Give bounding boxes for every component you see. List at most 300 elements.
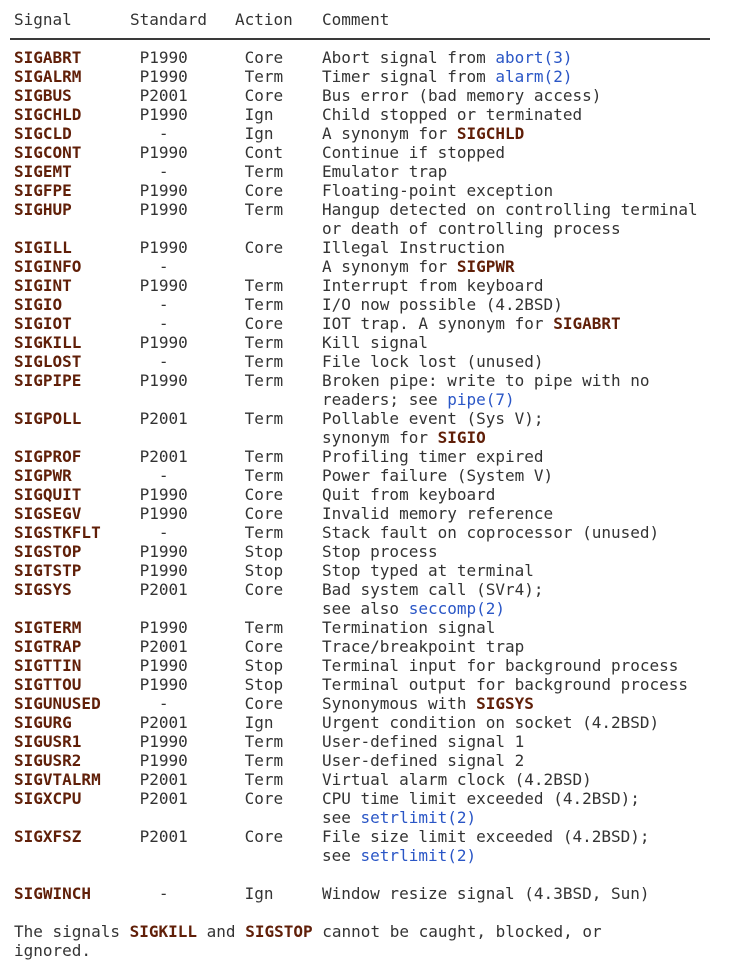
signal-name: SIGSTKFLT	[14, 523, 101, 542]
action-cell	[235, 542, 322, 561]
comment-cell	[322, 675, 731, 694]
comment-text: Hangup detected on controlling terminal	[322, 200, 698, 219]
comment-line	[322, 371, 731, 390]
standard-cell	[130, 276, 235, 295]
comment-line	[322, 409, 731, 428]
action-cell	[235, 333, 322, 352]
standard-value: P1990	[139, 656, 188, 675]
signal-name: SIGINT	[14, 276, 72, 295]
standard-value: P1990	[139, 276, 188, 295]
action-cell	[235, 105, 322, 124]
comment-line	[322, 428, 731, 447]
comment-cell	[322, 580, 731, 618]
action-value: Core	[244, 637, 284, 656]
comment-cell	[322, 48, 731, 67]
action-value: Cont	[244, 143, 284, 162]
action-cell	[235, 789, 322, 808]
table-row	[14, 105, 731, 124]
action-value: Term	[244, 200, 284, 219]
comment-text: Virtual alarm clock (4.2BSD)	[322, 770, 592, 789]
signal-name: SIGSYS	[14, 580, 72, 599]
table-header	[14, 10, 731, 29]
table-row	[14, 162, 731, 181]
action-cell	[235, 447, 322, 466]
standard-value: P1990	[139, 67, 188, 86]
comment-text: Abort signal from	[322, 48, 496, 67]
comment-cell	[322, 295, 731, 314]
comment-text: Synonymous with	[322, 694, 477, 713]
action-value: Term	[244, 732, 284, 751]
action-value: Core	[244, 827, 284, 846]
action-value: Term	[244, 276, 284, 295]
signal-name: SIGCLD	[14, 124, 72, 143]
comment-line	[322, 694, 731, 713]
standard-value: P2001	[139, 637, 188, 656]
signal-name: SIGFPE	[14, 181, 72, 200]
table-row	[14, 675, 731, 694]
signal-name: SIGILL	[14, 238, 72, 257]
action-cell	[235, 124, 322, 143]
comment-line	[322, 561, 731, 580]
signal-reference: SIGIO	[437, 428, 486, 447]
signal-name: SIGCONT	[14, 143, 82, 162]
standard-value: -	[158, 694, 169, 713]
action-value: Stop	[244, 561, 284, 580]
standard-cell	[130, 504, 235, 523]
comment-text: File lock lost (unused)	[322, 352, 544, 371]
column-header-standard: Standard	[130, 10, 208, 29]
comment-line	[322, 732, 731, 751]
signal-reference: SIGPWR	[456, 257, 515, 276]
action-value: Term	[244, 295, 284, 314]
action-value: Stop	[244, 542, 284, 561]
action-cell	[235, 637, 322, 656]
comment-cell	[322, 751, 731, 770]
table-row	[14, 238, 731, 257]
man-page-link[interactable]: seccomp(2)	[408, 599, 506, 618]
comment-text: User-defined signal 2	[322, 751, 525, 770]
signal-name: SIGUSR2	[14, 751, 82, 770]
comment-text: IOT trap. A synonym for	[322, 314, 554, 333]
comment-text: Terminal input for background process	[322, 656, 679, 675]
comment-text: and	[197, 922, 246, 941]
comment-line	[322, 808, 731, 827]
comment-line	[322, 390, 731, 409]
comment-text: see	[322, 846, 361, 865]
footer-note	[14, 922, 731, 960]
action-cell	[235, 371, 322, 390]
comment-text: Quit from keyboard	[322, 485, 496, 504]
signal-name: SIGWINCH	[14, 884, 92, 903]
standard-cell	[130, 86, 235, 105]
standard-cell	[130, 48, 235, 67]
standard-cell	[130, 618, 235, 637]
standard-value: -	[158, 314, 169, 333]
signal-name: SIGPWR	[14, 466, 72, 485]
action-value: Term	[244, 618, 284, 637]
standard-value: P2001	[139, 409, 188, 428]
comment-cell	[322, 67, 731, 86]
comment-cell	[322, 352, 731, 371]
standard-value: P1990	[139, 48, 188, 67]
signal-name: SIGTERM	[14, 618, 82, 637]
column-header-comment: Comment	[322, 10, 390, 29]
standard-cell	[130, 675, 235, 694]
comment-line	[322, 770, 731, 789]
comment-text: Stop process	[322, 542, 438, 561]
action-value: Term	[244, 371, 284, 390]
standard-cell	[130, 238, 235, 257]
comment-line	[322, 827, 731, 846]
table-row	[14, 789, 731, 827]
action-cell	[235, 48, 322, 67]
comment-cell	[322, 181, 731, 200]
comment-text: Emulator trap	[322, 162, 448, 181]
signal-name: SIGTRAP	[14, 637, 82, 656]
standard-cell	[130, 162, 235, 181]
standard-cell	[130, 884, 235, 903]
table-row	[14, 257, 731, 276]
comment-text: User-defined signal 1	[322, 732, 525, 751]
table-row	[14, 656, 731, 675]
comment-text: CPU time limit exceeded (4.2BSD);	[322, 789, 640, 808]
signal-name: SIGCHLD	[14, 105, 82, 124]
table-row	[14, 371, 731, 409]
signal-name: SIGPOLL	[14, 409, 82, 428]
comment-line	[322, 485, 731, 504]
standard-value: P1990	[139, 485, 188, 504]
action-cell	[235, 143, 322, 162]
standard-cell	[130, 485, 235, 504]
comment-cell	[322, 656, 731, 675]
comment-line	[322, 846, 731, 865]
action-cell	[235, 181, 322, 200]
footer-line	[14, 922, 731, 941]
column-header-signal: Signal	[14, 10, 72, 29]
table-row	[14, 542, 731, 561]
action-cell	[235, 257, 322, 276]
action-cell	[235, 276, 322, 295]
action-cell	[235, 162, 322, 181]
comment-text: Continue if stopped	[322, 143, 506, 162]
action-value: Core	[244, 86, 284, 105]
signal-name: SIGSEGV	[14, 504, 82, 523]
action-value: Ign	[244, 105, 274, 124]
action-cell	[235, 200, 322, 219]
action-value: Stop	[244, 656, 284, 675]
action-value: Term	[244, 447, 284, 466]
comment-line	[322, 523, 731, 542]
comment-line	[322, 599, 731, 618]
table-row	[14, 694, 731, 713]
comment-text: Window resize signal (4.3BSD, Sun)	[322, 884, 650, 903]
standard-cell	[130, 143, 235, 162]
standard-value: P1990	[139, 371, 188, 390]
action-cell	[235, 561, 322, 580]
standard-cell	[130, 523, 235, 542]
standard-value: P2001	[139, 86, 188, 105]
comment-text: A synonym for	[322, 257, 457, 276]
signal-reference: SIGCHLD	[456, 124, 525, 143]
action-value: Ign	[244, 124, 274, 143]
comment-cell	[322, 504, 731, 523]
signal-name: SIGVTALRM	[14, 770, 101, 789]
action-cell	[235, 523, 322, 542]
standard-value: P1990	[139, 200, 188, 219]
comment-line	[322, 86, 731, 105]
action-value: Core	[244, 789, 284, 808]
signal-name: SIGALRM	[14, 67, 82, 86]
action-value: Term	[244, 466, 284, 485]
comment-text: Profiling timer expired	[322, 447, 544, 466]
table-row	[14, 770, 731, 789]
comment-text: Child stopped or terminated	[322, 105, 583, 124]
action-value: Stop	[244, 675, 284, 694]
standard-cell	[130, 295, 235, 314]
action-value: Core	[244, 181, 284, 200]
action-cell	[235, 732, 322, 751]
comment-cell	[322, 827, 731, 865]
comment-line	[322, 580, 731, 599]
action-cell	[235, 352, 322, 371]
action-value: Core	[244, 694, 284, 713]
action-cell	[235, 675, 322, 694]
standard-cell	[130, 694, 235, 713]
signal-name: SIGBUS	[14, 86, 72, 105]
table-row	[14, 143, 731, 162]
man-page-link[interactable]: alarm(2)	[495, 67, 573, 86]
table-row	[14, 466, 731, 485]
man-page-link[interactable]: abort(3)	[495, 48, 573, 67]
standard-value: P1990	[139, 561, 188, 580]
action-value: Core	[244, 504, 284, 523]
signal-name: SIGXFSZ	[14, 827, 82, 846]
signal-name: SIGPIPE	[14, 371, 82, 390]
signal-name: SIGPROF	[14, 447, 82, 466]
comment-line	[322, 276, 731, 295]
comment-text: Stack fault on coprocessor (unused)	[322, 523, 660, 542]
standard-cell	[130, 713, 235, 732]
standard-cell	[130, 181, 235, 200]
comment-cell	[322, 466, 731, 485]
man-page-link[interactable]: setrlimit(2)	[360, 846, 477, 865]
comment-line	[322, 67, 731, 86]
table-row	[14, 67, 731, 86]
table-row	[14, 637, 731, 656]
standard-cell	[130, 371, 235, 390]
action-cell	[235, 694, 322, 713]
table-row	[14, 504, 731, 523]
table-body	[14, 48, 731, 903]
comment-line	[322, 48, 731, 67]
footer-line	[14, 941, 731, 960]
table-row	[14, 295, 731, 314]
action-cell	[235, 713, 322, 732]
comment-line	[322, 713, 731, 732]
table-row	[14, 409, 731, 447]
action-cell	[235, 86, 322, 105]
table-row	[14, 713, 731, 732]
action-cell	[235, 656, 322, 675]
man-page-link[interactable]: setrlimit(2)	[360, 808, 477, 827]
comment-line	[322, 143, 731, 162]
signal-name: SIGURG	[14, 713, 72, 732]
comment-line	[322, 675, 731, 694]
signal-name: SIGXCPU	[14, 789, 82, 808]
standard-value: P1990	[139, 181, 188, 200]
comment-cell	[322, 523, 731, 542]
table-row	[14, 580, 731, 618]
standard-value: P1990	[139, 333, 188, 352]
standard-cell	[130, 542, 235, 561]
standard-value: P1990	[139, 751, 188, 770]
signal-name: SIGUSR1	[14, 732, 82, 751]
table-row	[14, 200, 731, 238]
standard-cell	[130, 409, 235, 428]
standard-cell	[130, 257, 235, 276]
action-cell	[235, 580, 322, 599]
action-cell	[235, 618, 322, 637]
signal-reference: SIGSTOP	[245, 922, 313, 941]
comment-text: Stop typed at terminal	[322, 561, 534, 580]
standard-cell	[130, 105, 235, 124]
comment-cell	[322, 732, 731, 751]
standard-cell	[130, 580, 235, 599]
action-cell	[235, 466, 322, 485]
comment-text: Trace/breakpoint trap	[322, 637, 525, 656]
standard-value: P1990	[139, 504, 188, 523]
comment-line	[322, 333, 731, 352]
comment-cell	[322, 447, 731, 466]
comment-text: Invalid memory reference	[322, 504, 554, 523]
comment-line	[322, 884, 731, 903]
action-cell	[235, 827, 322, 846]
table-row	[14, 618, 731, 637]
action-value: Core	[244, 580, 284, 599]
action-value: Term	[244, 409, 284, 428]
comment-text: Timer signal from	[322, 67, 496, 86]
action-value: Term	[244, 333, 284, 352]
comment-cell	[322, 770, 731, 789]
signal-name: SIGTTIN	[14, 656, 82, 675]
action-value: Term	[244, 352, 284, 371]
signal-name: SIGABRT	[14, 48, 82, 67]
table-row	[14, 732, 731, 751]
standard-value: -	[158, 162, 169, 181]
table-row	[14, 352, 731, 371]
table-row	[14, 124, 731, 143]
action-value: Core	[244, 238, 284, 257]
standard-value: -	[158, 295, 169, 314]
signal-name: SIGIOT	[14, 314, 72, 333]
comment-text: Urgent condition on socket (4.2BSD)	[322, 713, 660, 732]
comment-cell	[322, 124, 731, 143]
standard-value: P2001	[139, 770, 188, 789]
comment-line	[322, 466, 731, 485]
comment-cell	[322, 618, 731, 637]
standard-value: P1990	[139, 143, 188, 162]
comment-cell	[322, 238, 731, 257]
standard-cell	[130, 466, 235, 485]
comment-cell	[322, 200, 731, 238]
comment-cell	[322, 542, 731, 561]
table-row	[14, 884, 731, 903]
signal-reference: SIGABRT	[553, 314, 621, 333]
comment-cell	[322, 789, 731, 827]
comment-line	[322, 238, 731, 257]
comment-text: Floating-point exception	[322, 181, 554, 200]
action-value: Term	[244, 770, 284, 789]
comment-text: Interrupt from keyboard	[322, 276, 544, 295]
comment-text: Kill signal	[322, 333, 428, 352]
comment-text: see	[322, 808, 361, 827]
action-cell	[235, 504, 322, 523]
column-header-action: Action	[235, 10, 293, 29]
standard-value: P2001	[139, 713, 188, 732]
standard-value: -	[158, 523, 169, 542]
row-spacer	[14, 865, 731, 884]
standard-value: -	[158, 257, 169, 276]
signal-name: SIGTTOU	[14, 675, 82, 694]
table-row	[14, 314, 731, 333]
comment-cell	[322, 257, 731, 276]
comment-line	[322, 219, 731, 238]
table-row	[14, 751, 731, 770]
table-row	[14, 86, 731, 105]
man-page-link[interactable]: pipe(7)	[447, 390, 515, 409]
comment-cell	[322, 276, 731, 295]
comment-text: Bus error (bad memory access)	[322, 86, 602, 105]
signal-name: SIGIO	[14, 295, 63, 314]
comment-text: Power failure (System V)	[322, 466, 554, 485]
comment-cell	[322, 371, 731, 409]
comment-cell	[322, 86, 731, 105]
comment-line	[322, 105, 731, 124]
action-value: Ign	[244, 713, 274, 732]
comment-cell	[322, 409, 731, 447]
comment-text: Termination signal	[322, 618, 496, 637]
signal-name: SIGEMT	[14, 162, 72, 181]
signal-name: SIGQUIT	[14, 485, 82, 504]
action-cell	[235, 485, 322, 504]
comment-text: synonym for	[322, 428, 438, 447]
comment-cell	[322, 884, 731, 903]
table-row	[14, 485, 731, 504]
action-value: Term	[244, 162, 284, 181]
comment-text: Broken pipe: write to pipe with no	[322, 371, 650, 390]
comment-cell	[322, 143, 731, 162]
comment-line	[322, 314, 731, 333]
standard-value: -	[158, 884, 169, 903]
standard-cell	[130, 314, 235, 333]
standard-value: P2001	[139, 827, 188, 846]
action-cell	[235, 770, 322, 789]
signal-reference: SIGKILL	[129, 922, 198, 941]
standard-value: P1990	[139, 675, 188, 694]
table-row	[14, 447, 731, 466]
standard-value: -	[158, 466, 169, 485]
signal-name: SIGTSTP	[14, 561, 82, 580]
standard-cell	[130, 333, 235, 352]
comment-line	[322, 618, 731, 637]
comment-line	[322, 257, 731, 276]
standard-value: -	[158, 352, 169, 371]
standard-cell	[130, 637, 235, 656]
standard-value: P2001	[139, 789, 188, 808]
table-row	[14, 48, 731, 67]
comment-cell	[322, 694, 731, 713]
standard-cell	[130, 200, 235, 219]
